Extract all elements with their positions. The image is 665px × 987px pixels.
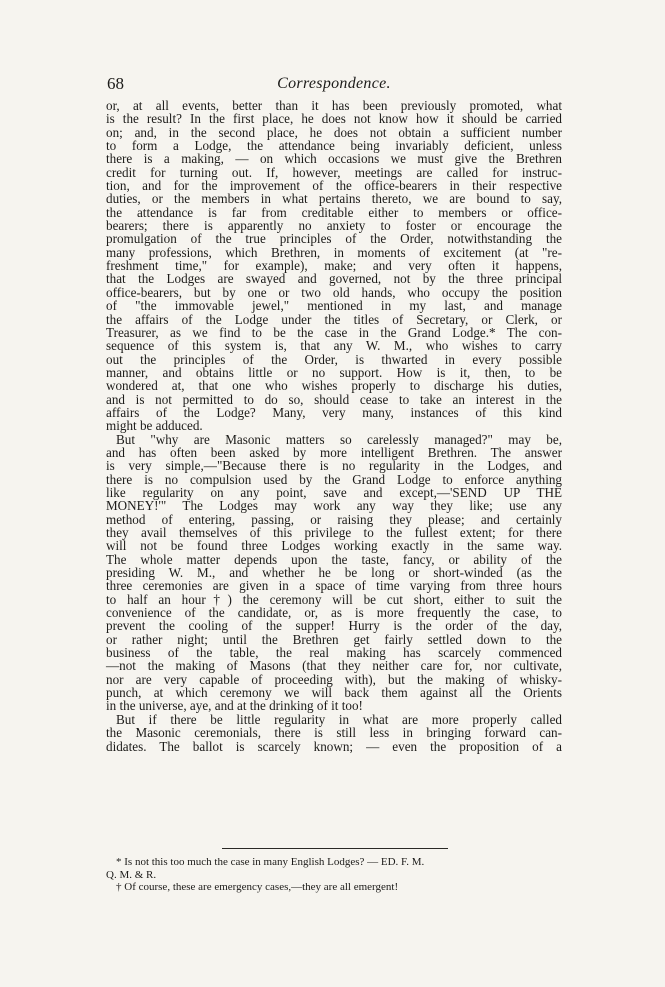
footnotes [106,856,562,894]
footnote-divider [222,848,448,849]
text-line: sequence of this system is, that any W. M., who wishes to carry [106,338,562,354]
text-line: The whole matter depends upon the taste, fancy, or ability of the [106,551,562,567]
text-line: nor are very capable of proceeding with), but the making of whisky- [106,671,562,687]
text-line: presiding W. M., and whether he be long or short-winded (as the [106,565,562,581]
text-line: freshment time," for example), make; and very often it happens, [106,258,562,274]
text-line: MONEY!'" The Lodges may work any way they like; use any [106,498,562,514]
text-line: like regularity on any point, save and except,—'SEND UP THE [106,484,562,500]
text-line: business of the table, the real making has scarcely commenced [106,645,562,661]
text-line: or rather night; until the Brethren get fairly settled down to the [106,631,562,647]
text-line: they avail themselves of this privilege to the fullest extent; for there [106,525,562,540]
text-line: that the Lodges are swayed and governed, not by the three principal [106,271,562,287]
text-line: is very simple,—"Because there is no regularity in the Lodges, and [106,458,562,474]
paragraph-3 [106,713,562,753]
page-number: 68 [107,74,124,93]
text-line: prevent the cooling of the supper! Hurry is the order of the day, [106,618,562,634]
text-line: there is a making, — on which occasions we must give the Brethren [106,151,562,167]
text-line: out the principles of the Order, is thwarted in every possible [106,351,562,367]
text-line: the attendance is far from creditable either to members or office- [106,204,562,220]
footnote-line: * Is not this too much the case in many English Lodges? — ED. F. M. [116,856,425,868]
text-line: will not be found three Lodges working exactly in the same way. [106,538,562,554]
text-line: to half an hour†) the ceremony will be cut short, either to suit the [106,591,562,607]
text-line: tion, and for the improvement of the office-bearers in their respective [106,178,562,194]
text-line: the affairs of the Lodge under the titles of Secretary, or Clerk, or [106,311,562,327]
text-line: manner, and obtains little or no support. How is it, then, to be [106,364,562,380]
text-line: bearers; there is apparently no anxiety to foster or encourage the [106,218,562,234]
body-text [106,99,562,753]
text-line: three ceremonies are given in a space of time varying from three hours [106,578,562,594]
text-line: is the result? In the first place, he does not know how it should be carried [106,111,562,127]
footnote-line: † Of course, these are emergency cases,—they are all emergent! [116,881,399,893]
text-line: and has often been asked by more intelligent Brethren. The answer [106,444,562,460]
text-line: duties, or the members in what pertains thereto, we are bound to say, [106,191,562,207]
text-line: promulgation of the true principles of the Order, notwithstanding the [106,231,562,247]
text-line: —not the making of Masons (that they neither care for, nor cultivate, [106,658,562,674]
text-line: method of entering, passing, or raising they please; and certainly [106,511,562,527]
text-line: of "the immovable jewel," mentioned in my last, and manage [106,298,562,314]
text-line: But if there be little regularity in what are more properly called [116,711,562,727]
text-line: convenience of the candidate, or, as is more frequently the case, to [106,605,562,621]
text-line: there is no compulsion used by the Grand Lodge to enforce anything [106,471,562,487]
text-line: Treasurer, as we find to be the case in the Grand Lodge.* The con- [106,324,562,340]
page-header [107,74,561,96]
text-line: to form a Lodge, the attendance being invariably deficient, unless [106,138,562,154]
text-line: in the universe, aye, and at the drinking of it too! [106,698,363,714]
paragraph-1 [106,99,562,433]
text-line: many professions, which Brethren, in moments of excitement (at "re- [106,244,562,260]
text-line: on; and, in the second place, he does not obtain a sufficient number [106,124,562,140]
text-line: punch, at which ceremony we will back them against all the Orients [106,685,562,701]
text-line: the Masonic ceremonials, there is still less in bringing forward can- [106,725,562,741]
text-line: didates. The ballot is scarcely known; — even the proposition of a [106,738,562,754]
text-line: wondered at, that one who wishes properly to discharge his duties, [106,378,562,394]
text-line: office-bearers, but by one or two old hands, who occupy the position [106,284,562,300]
text-line: and is not permitted to do so, should cease to take an interest in the [106,391,562,407]
paragraph-2 [106,433,562,713]
footnote-line: Q. M. & R. [106,868,157,881]
text-line: or, at all events, better than it has been previously promoted, what [106,98,562,113]
text-line: credit for turning out. If, however, meetings are called for instruc- [106,164,562,180]
running-title: Correspondence. [277,75,391,92]
text-line: But "why are Masonic matters so carelessly managed?" may be, [116,431,562,447]
text-line: affairs of the Lodge? Many, very many, instances of this kind [106,404,562,420]
text-line: might be adduced. [106,418,203,434]
